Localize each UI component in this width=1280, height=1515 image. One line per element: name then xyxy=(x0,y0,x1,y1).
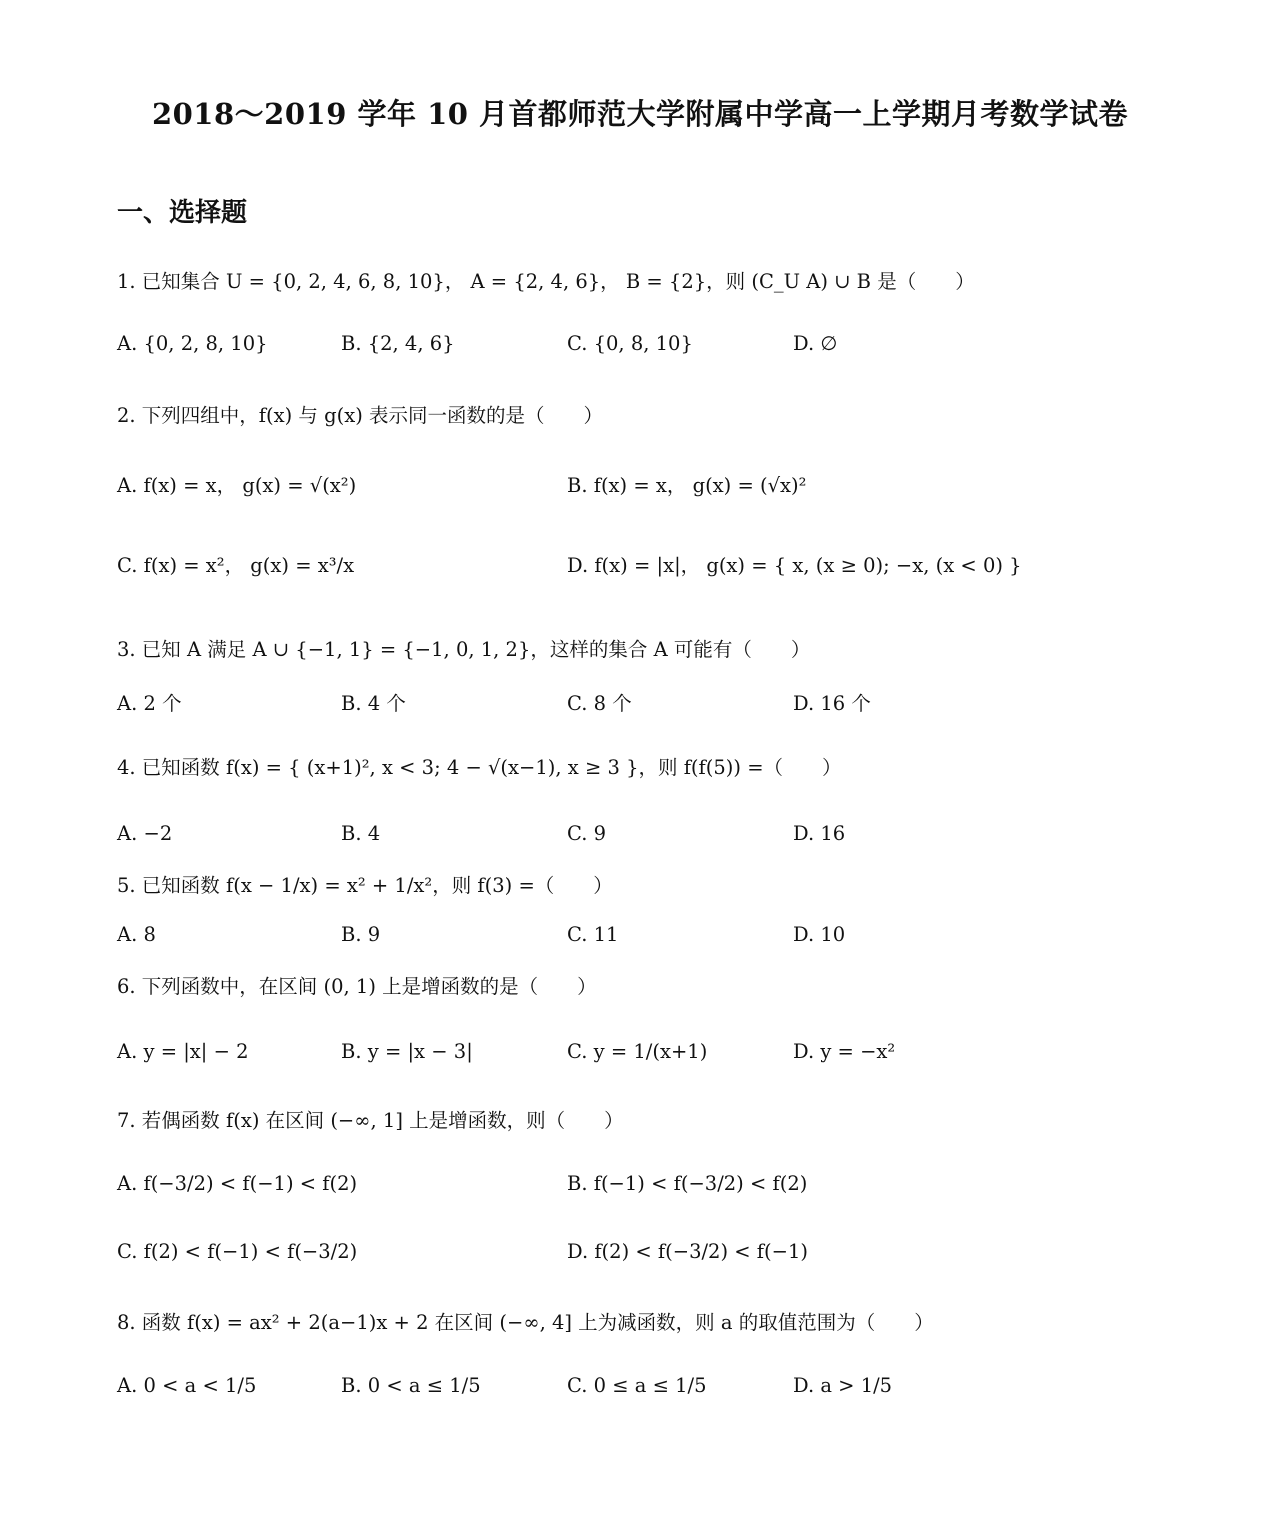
q3-option-a[interactable]: A. 2 个 xyxy=(117,692,182,715)
question-3: 3. 已知 A 满足 A ∪ {−1, 1} = {−1, 0, 1, 2}，这样的集合 A 可能有（ ） xyxy=(117,638,811,661)
question-5: 5. 已知函数 f(x − 1/x) = x² + 1/x²，则 f(3) =（ ） xyxy=(117,874,613,897)
q3-option-c[interactable]: C. 8 个 xyxy=(567,692,632,715)
q2-option-a[interactable]: A. f(x) = x， g(x) = √(x²) xyxy=(117,474,357,497)
exam-title: 2018～2019 学年 10 月首都师范大学附属中学高一上学期月考数学试卷 xyxy=(151,97,1129,131)
q4-option-a[interactable]: A. −2 xyxy=(117,822,173,845)
q6-option-d[interactable]: D. y = −x² xyxy=(793,1040,896,1063)
q8-option-b[interactable]: B. 0 < a ≤ 1/5 xyxy=(341,1374,481,1397)
q7-option-c[interactable]: C. f(2) < f(−1) < f(−3/2) xyxy=(117,1240,358,1263)
q6-option-a[interactable]: A. y = |x| − 2 xyxy=(117,1040,249,1063)
q2-option-d[interactable]: D. f(x) = |x|， g(x) = { x, (x ≥ 0); −x, (x < 0) } xyxy=(567,554,1022,577)
q1-option-d[interactable]: D. ∅ xyxy=(793,332,838,355)
q1-option-b[interactable]: B. {2, 4, 6} xyxy=(341,332,455,355)
q5-option-d[interactable]: D. 10 xyxy=(793,923,846,946)
question-1: 1. 已知集合 U = {0, 2, 4, 6, 8, 10}， A = {2, 4, 6}， B = {2}，则 (C_U A) ∪ B 是（ ） xyxy=(117,270,975,293)
q5-option-c[interactable]: C. 11 xyxy=(567,923,619,946)
q8-option-c[interactable]: C. 0 ≤ a ≤ 1/5 xyxy=(567,1374,707,1397)
question-2: 2. 下列四组中，f(x) 与 g(x) 表示同一函数的是（ ） xyxy=(117,404,604,427)
q1-option-c[interactable]: C. {0, 8, 10} xyxy=(567,332,693,355)
question-4: 4. 已知函数 f(x) = { (x+1)², x < 3; 4 − √(x−1), x ≥ 3 }，则 f(f(5)) =（ ） xyxy=(117,756,842,779)
q6-option-b[interactable]: B. y = |x − 3| xyxy=(341,1040,473,1063)
q6-option-c[interactable]: C. y = 1/(x+1) xyxy=(567,1040,708,1063)
question-6: 6. 下列函数中，在区间 (0, 1) 上是增函数的是（ ） xyxy=(117,975,597,998)
q4-option-b[interactable]: B. 4 xyxy=(341,822,381,845)
question-8: 8. 函数 f(x) = ax² + 2(a−1)x + 2 在区间 (−∞, 4] 上为减函数，则 a 的取值范围为（ ） xyxy=(117,1311,934,1334)
q7-option-a[interactable]: A. f(−3/2) < f(−1) < f(2) xyxy=(117,1172,358,1195)
q8-option-d[interactable]: D. a > 1/5 xyxy=(793,1374,893,1397)
q2-option-c[interactable]: C. f(x) = x²， g(x) = x³/x xyxy=(117,554,355,577)
q4-option-c[interactable]: C. 9 xyxy=(567,822,607,845)
question-7: 7. 若偶函数 f(x) 在区间 (−∞, 1] 上是增函数，则（ ） xyxy=(117,1109,624,1132)
q5-option-b[interactable]: B. 9 xyxy=(341,923,381,946)
q4-option-d[interactable]: D. 16 xyxy=(793,822,846,845)
q2-option-b[interactable]: B. f(x) = x， g(x) = (√x)² xyxy=(567,474,807,497)
q3-option-b[interactable]: B. 4 个 xyxy=(341,692,406,715)
section-heading: 一、选择题 xyxy=(117,198,248,228)
q1-option-a[interactable]: A. {0, 2, 8, 10} xyxy=(117,332,268,355)
q3-option-d[interactable]: D. 16 个 xyxy=(793,692,871,715)
q8-option-a[interactable]: A. 0 < a < 1/5 xyxy=(117,1374,257,1397)
q7-option-d[interactable]: D. f(2) < f(−3/2) < f(−1) xyxy=(567,1240,808,1263)
q7-option-b[interactable]: B. f(−1) < f(−3/2) < f(2) xyxy=(567,1172,808,1195)
q5-option-a[interactable]: A. 8 xyxy=(117,923,156,946)
